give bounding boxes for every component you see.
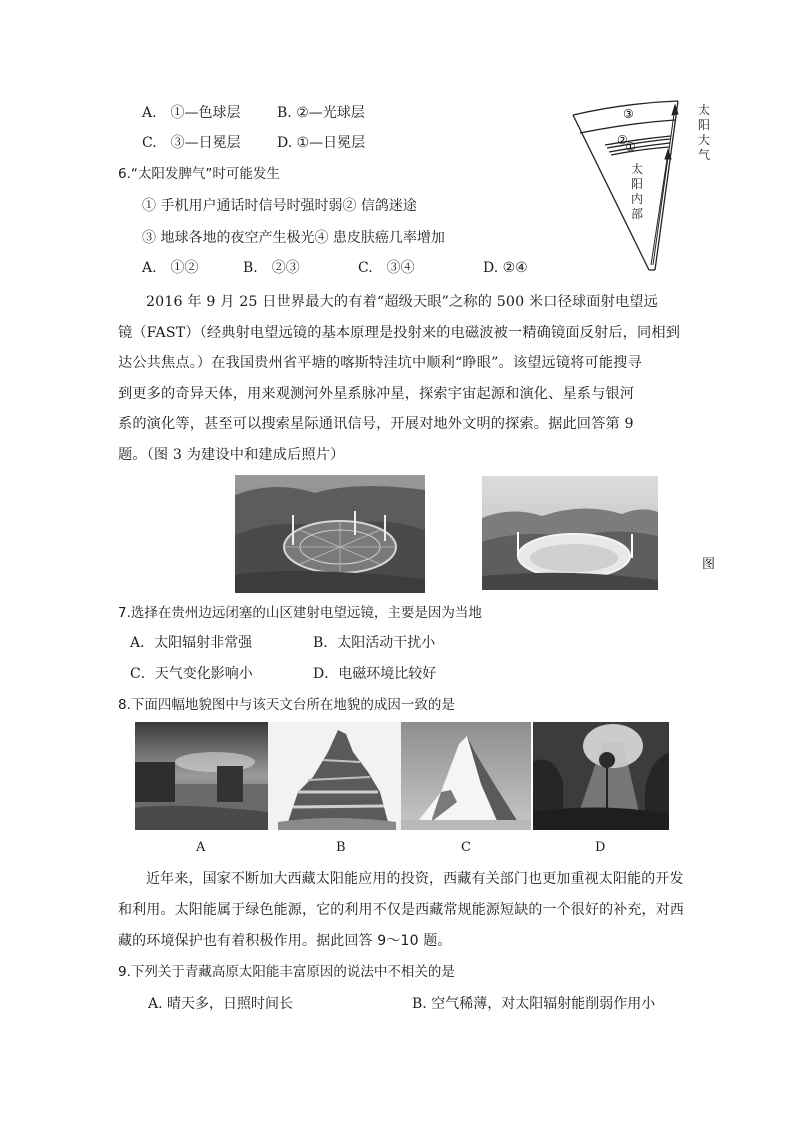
q7-stem: 7.选择在贵州边远闭塞的山区建射电望远镜，主要是因为当地 <box>118 605 482 621</box>
passage1-line-3: 达公共焦点。）在我国贵州省平塘的喀斯特洼坑中顺利“睁眼”。该望远镜将可能搜寻 <box>118 355 642 371</box>
figure-3-label: 图 <box>702 557 716 572</box>
diagram-atm-char-3: 大 <box>698 133 711 147</box>
q7-option-a: A．太阳辐射非常强 <box>130 635 253 651</box>
landform-photo-a-sea-stacks <box>135 722 268 830</box>
passage1-line-4: 到更多的奇异天体，用来观测河外星系脉冲星，探索宇宙起源和演化、星系与银河 <box>118 386 635 402</box>
diagram-int-char-3: 内 <box>631 192 644 206</box>
q6-line-2: ③ 地球各地的夜空产生极光④ 患皮肤癌几率增加 <box>142 230 445 246</box>
q6-stem: 6.“太阳发脾气”时可能发生 <box>118 166 280 182</box>
q6-option-b: B. ②③ <box>243 260 300 276</box>
diagram-layer-3: ③ <box>623 107 634 121</box>
fast-completed-photo <box>482 476 658 590</box>
diagram-int-char-4: 部 <box>631 207 644 221</box>
diagram-atm-char-2: 阳 <box>698 118 711 132</box>
passage1-line-2: 镜（FAST）（经典射电望远镜的基本原理是投射来的电磁波被一精确镜面反射后，同相到 <box>118 325 681 341</box>
landform-label-b: B <box>336 840 346 855</box>
landform-label-a: A <box>196 840 206 855</box>
q7-option-b: B．太阳活动干扰小 <box>313 635 436 651</box>
q7-option-d: D．电磁环境比较好 <box>313 666 437 682</box>
q6-line-1: ① 手机用户通话时信号时强时弱② 信鸽迷途 <box>142 198 417 214</box>
q8-stem: 8.下面四幅地貌图中与该天文台所在地貌的成因一致的是 <box>118 697 455 713</box>
diagram-layer-1: ① <box>625 140 636 154</box>
q5-option-b: B. ②—光球层 <box>277 105 365 121</box>
q9-option-b: B. 空气稀薄，对太阳辐射能削弱作用小 <box>412 996 656 1012</box>
landform-label-d: D <box>595 840 606 855</box>
q6-option-c: C. ③④ <box>358 260 415 276</box>
sun-structure-diagram <box>565 95 725 280</box>
landform-photo-c-matterhorn <box>401 722 531 830</box>
passage2-line-1: 近年来，国家不断加大西藏太阳能应用的投资，西藏有关部门也更加重视太阳能的开发 <box>146 871 684 887</box>
q9-stem: 9.下列关于青藏高原太阳能丰富原因的说法中不相关的是 <box>118 964 455 980</box>
diagram-int-char-2: 阳 <box>631 177 644 191</box>
q5-option-c: C. ③—日冕层 <box>142 135 241 151</box>
passage2-line-2: 和利用。太阳能属于绿色能源，它的利用不仅是西藏常规能源短缺的一个很好的补充，对西 <box>118 902 684 918</box>
fast-construction-photo <box>235 475 425 593</box>
q9-option-a: A. 晴天多，日照时间长 <box>148 996 294 1012</box>
landform-photo-d-karst-forest <box>533 722 669 830</box>
diagram-atm-char-4: 气 <box>698 148 711 162</box>
q5-option-a: A. ①—色球层 <box>142 105 241 121</box>
passage1-line-1: 2016 年 9 月 25 日世界最大的有着“超级天眼”之称的 500 米口径球面射电望远 <box>146 294 658 310</box>
landform-label-c: C <box>461 840 471 855</box>
passage1-line-5: 系的演化等，甚至可以搜索星际通讯信号，开展对地外文明的探索。据此回答第 9 <box>118 416 634 432</box>
diagram-atm-char-1: 太 <box>698 103 711 117</box>
q7-option-c: C．天气变化影响小 <box>130 666 253 682</box>
landform-photo-b-danxia <box>268 722 401 830</box>
diagram-int-char-1: 太 <box>631 162 644 176</box>
diagram-layer-2: ② <box>617 133 628 147</box>
q5-option-d: D. ①—日冕层 <box>277 135 366 151</box>
q6-option-a: A. ①② <box>142 260 199 276</box>
passage2-line-3: 藏的环境保护也有着积极作用。据此回答 9～10 题。 <box>118 933 452 949</box>
q6-option-d: D. ②④ <box>483 260 528 276</box>
passage1-line-6: 题。（图 3 为建设中和建成后照片） <box>118 447 345 463</box>
